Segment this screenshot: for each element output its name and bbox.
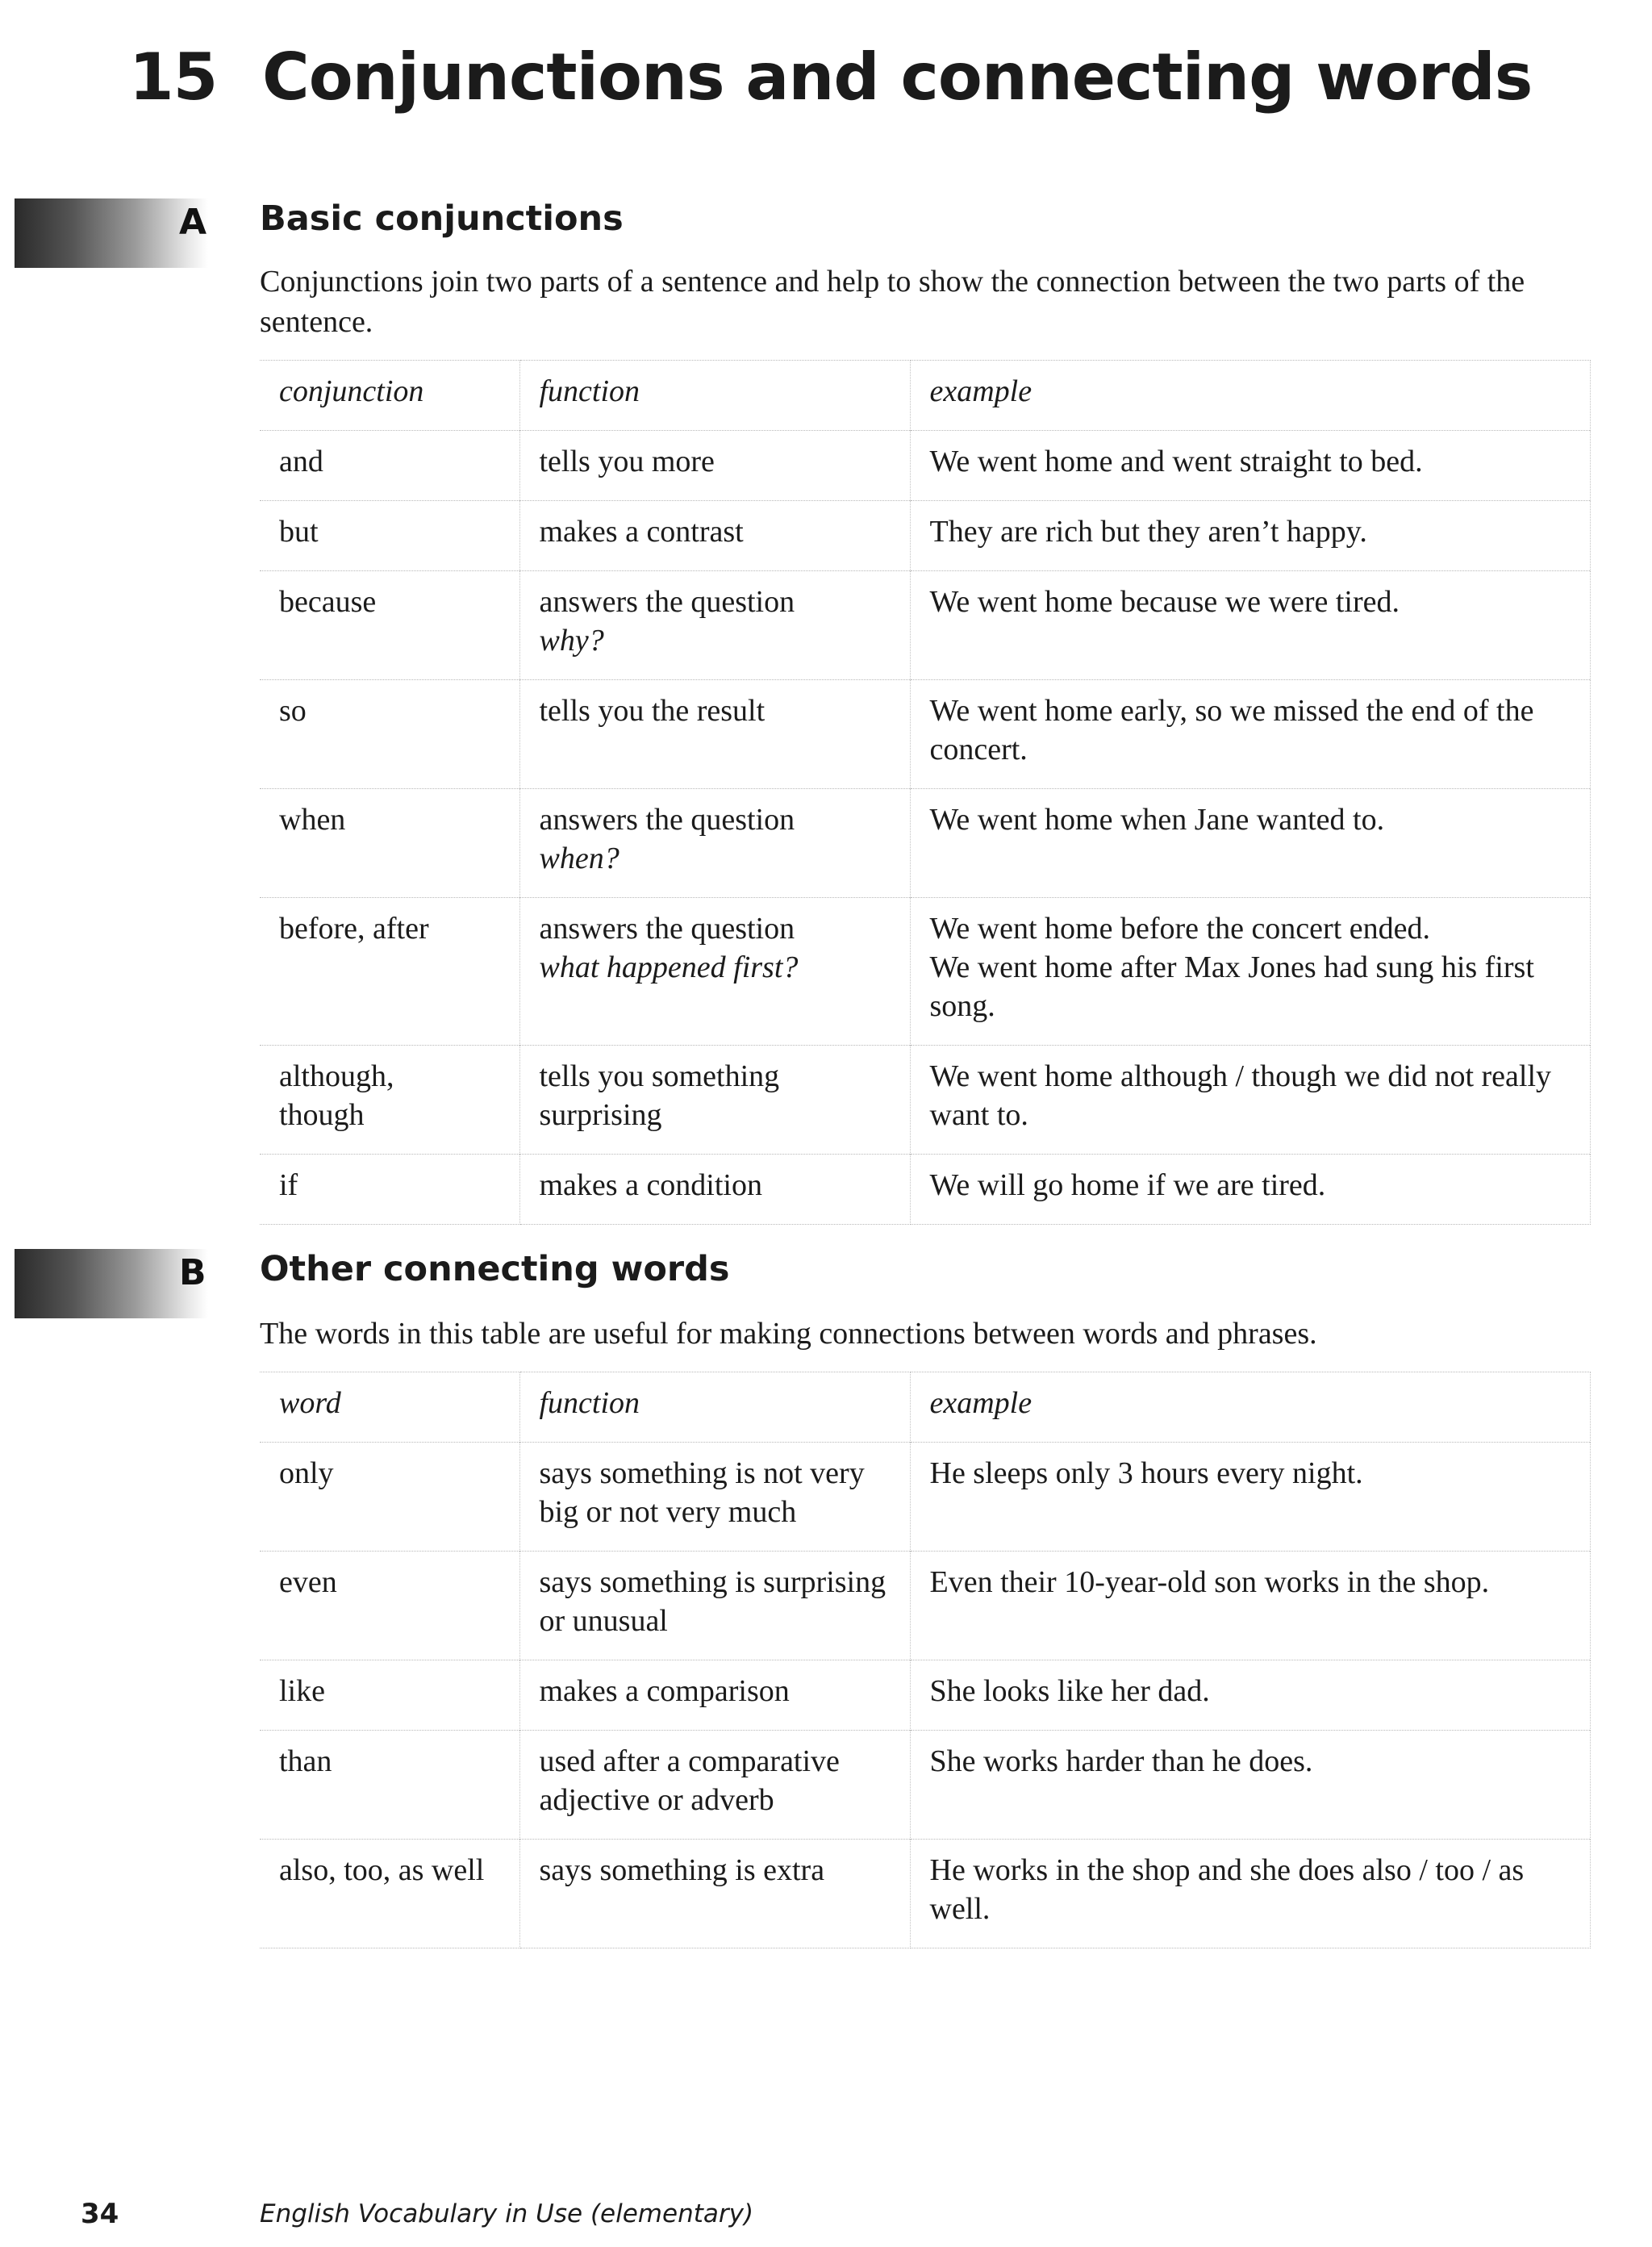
example-cell: They are rich but they aren’t happy. <box>910 501 1591 571</box>
function-text: tells you more <box>539 445 715 478</box>
function-cell <box>519 571 910 680</box>
function-cell <box>519 1046 910 1155</box>
section-b-letter: B <box>179 1252 206 1293</box>
unit-number: 15 <box>129 40 218 115</box>
function-cell <box>519 1155 910 1225</box>
function-question: why? <box>539 624 604 658</box>
page-number: 34 <box>81 2198 119 2230</box>
book-title: English Vocabulary in Use (elementary) <box>260 2199 754 2228</box>
term-cell: and <box>260 431 519 501</box>
unit-title <box>129 42 1532 113</box>
term-cell: if <box>260 1155 519 1225</box>
table-row <box>260 1443 1591 1552</box>
header-word: word <box>260 1372 519 1443</box>
example-cell: We went home early, so we missed the end of the concert. <box>910 680 1591 789</box>
unit-title-text: Conjunctions and connecting words <box>262 40 1533 115</box>
function-text: makes a condition <box>539 1168 762 1202</box>
function-cell <box>519 1731 910 1840</box>
section-b-heading: Other connecting words <box>260 1249 730 1289</box>
function-text: tells you something surprising <box>539 1059 780 1132</box>
example-cell: We went home because we were tired. <box>910 571 1591 680</box>
function-cell <box>519 1552 910 1660</box>
function-text: says something is surprising or unusual <box>539 1565 886 1638</box>
function-text: answers the question <box>539 912 795 946</box>
function-text: says something is extra <box>539 1853 825 1887</box>
example-cell: She works harder than he does. <box>910 1731 1591 1840</box>
function-cell <box>519 1840 910 1948</box>
table-row <box>260 571 1591 680</box>
function-cell <box>519 789 910 898</box>
term-cell: than <box>260 1731 519 1840</box>
term-cell: although, though <box>260 1046 519 1155</box>
example-cell: We went home and went straight to bed. <box>910 431 1591 501</box>
table-header-row <box>260 1372 1591 1443</box>
example-cell: We will go home if we are tired. <box>910 1155 1591 1225</box>
function-text: says something is not very big or not very much <box>539 1456 865 1529</box>
example-cell: He works in the shop and she does also / too / as well. <box>910 1840 1591 1948</box>
example-cell: He sleeps only 3 hours every night. <box>910 1443 1591 1552</box>
example-cell: We went home when Jane wanted to. <box>910 789 1591 898</box>
table-row <box>260 1046 1591 1155</box>
table-body <box>260 431 1591 1225</box>
table-row <box>260 1840 1591 1948</box>
table-row <box>260 1155 1591 1225</box>
table-row <box>260 1731 1591 1840</box>
term-cell: because <box>260 571 519 680</box>
header-conjunction: conjunction <box>260 361 519 431</box>
function-text: used after a comparative adjective or adverb <box>539 1744 840 1817</box>
table-row <box>260 789 1591 898</box>
table-row <box>260 898 1591 1046</box>
function-text: tells you the result <box>539 694 766 728</box>
function-text: answers the question <box>539 585 795 619</box>
header-example: example <box>910 361 1591 431</box>
term-cell: also, too, as well <box>260 1840 519 1948</box>
table-header-row <box>260 361 1591 431</box>
term-cell: like <box>260 1660 519 1731</box>
table-row <box>260 1660 1591 1731</box>
term-cell: even <box>260 1552 519 1660</box>
function-question: what happened first? <box>539 950 799 984</box>
function-cell <box>519 680 910 789</box>
function-text: makes a comparison <box>539 1674 790 1708</box>
section-a-heading: Basic conjunctions <box>260 198 624 239</box>
function-cell <box>519 431 910 501</box>
section-a-intro: Conjunctions join two parts of a sentence and help to show the connection between the two parts of the sentence. <box>260 265 1525 339</box>
term-cell: but <box>260 501 519 571</box>
table-row <box>260 501 1591 571</box>
function-cell <box>519 898 910 1046</box>
table-body <box>260 1443 1591 1948</box>
term-cell: when <box>260 789 519 898</box>
function-question: when? <box>539 842 620 875</box>
other-connecting-words-table <box>260 1372 1591 1948</box>
function-cell <box>519 1443 910 1552</box>
section-b-intro: The words in this table are useful for making connections between words and phrases. <box>260 1317 1317 1351</box>
header-example: example <box>910 1372 1591 1443</box>
table-row <box>260 431 1591 501</box>
function-text: makes a contrast <box>539 515 744 549</box>
example-cell: She looks like her dad. <box>910 1660 1591 1731</box>
term-cell: before, after <box>260 898 519 1046</box>
example-cell: We went home although / though we did not really want to. <box>910 1046 1591 1155</box>
function-text: answers the question <box>539 803 795 837</box>
header-function: function <box>519 1372 910 1443</box>
function-cell <box>519 1660 910 1731</box>
example-cell: Even their 10-year-old son works in the shop. <box>910 1552 1591 1660</box>
function-cell <box>519 501 910 571</box>
basic-conjunctions-table <box>260 360 1591 1225</box>
header-function: function <box>519 361 910 431</box>
table-row <box>260 1552 1591 1660</box>
term-cell: only <box>260 1443 519 1552</box>
table-row <box>260 680 1591 789</box>
example-cell: We went home before the concert ended. We went home after Max Jones had sung his first song. <box>910 898 1591 1046</box>
term-cell: so <box>260 680 519 789</box>
section-a-letter: A <box>179 202 207 243</box>
